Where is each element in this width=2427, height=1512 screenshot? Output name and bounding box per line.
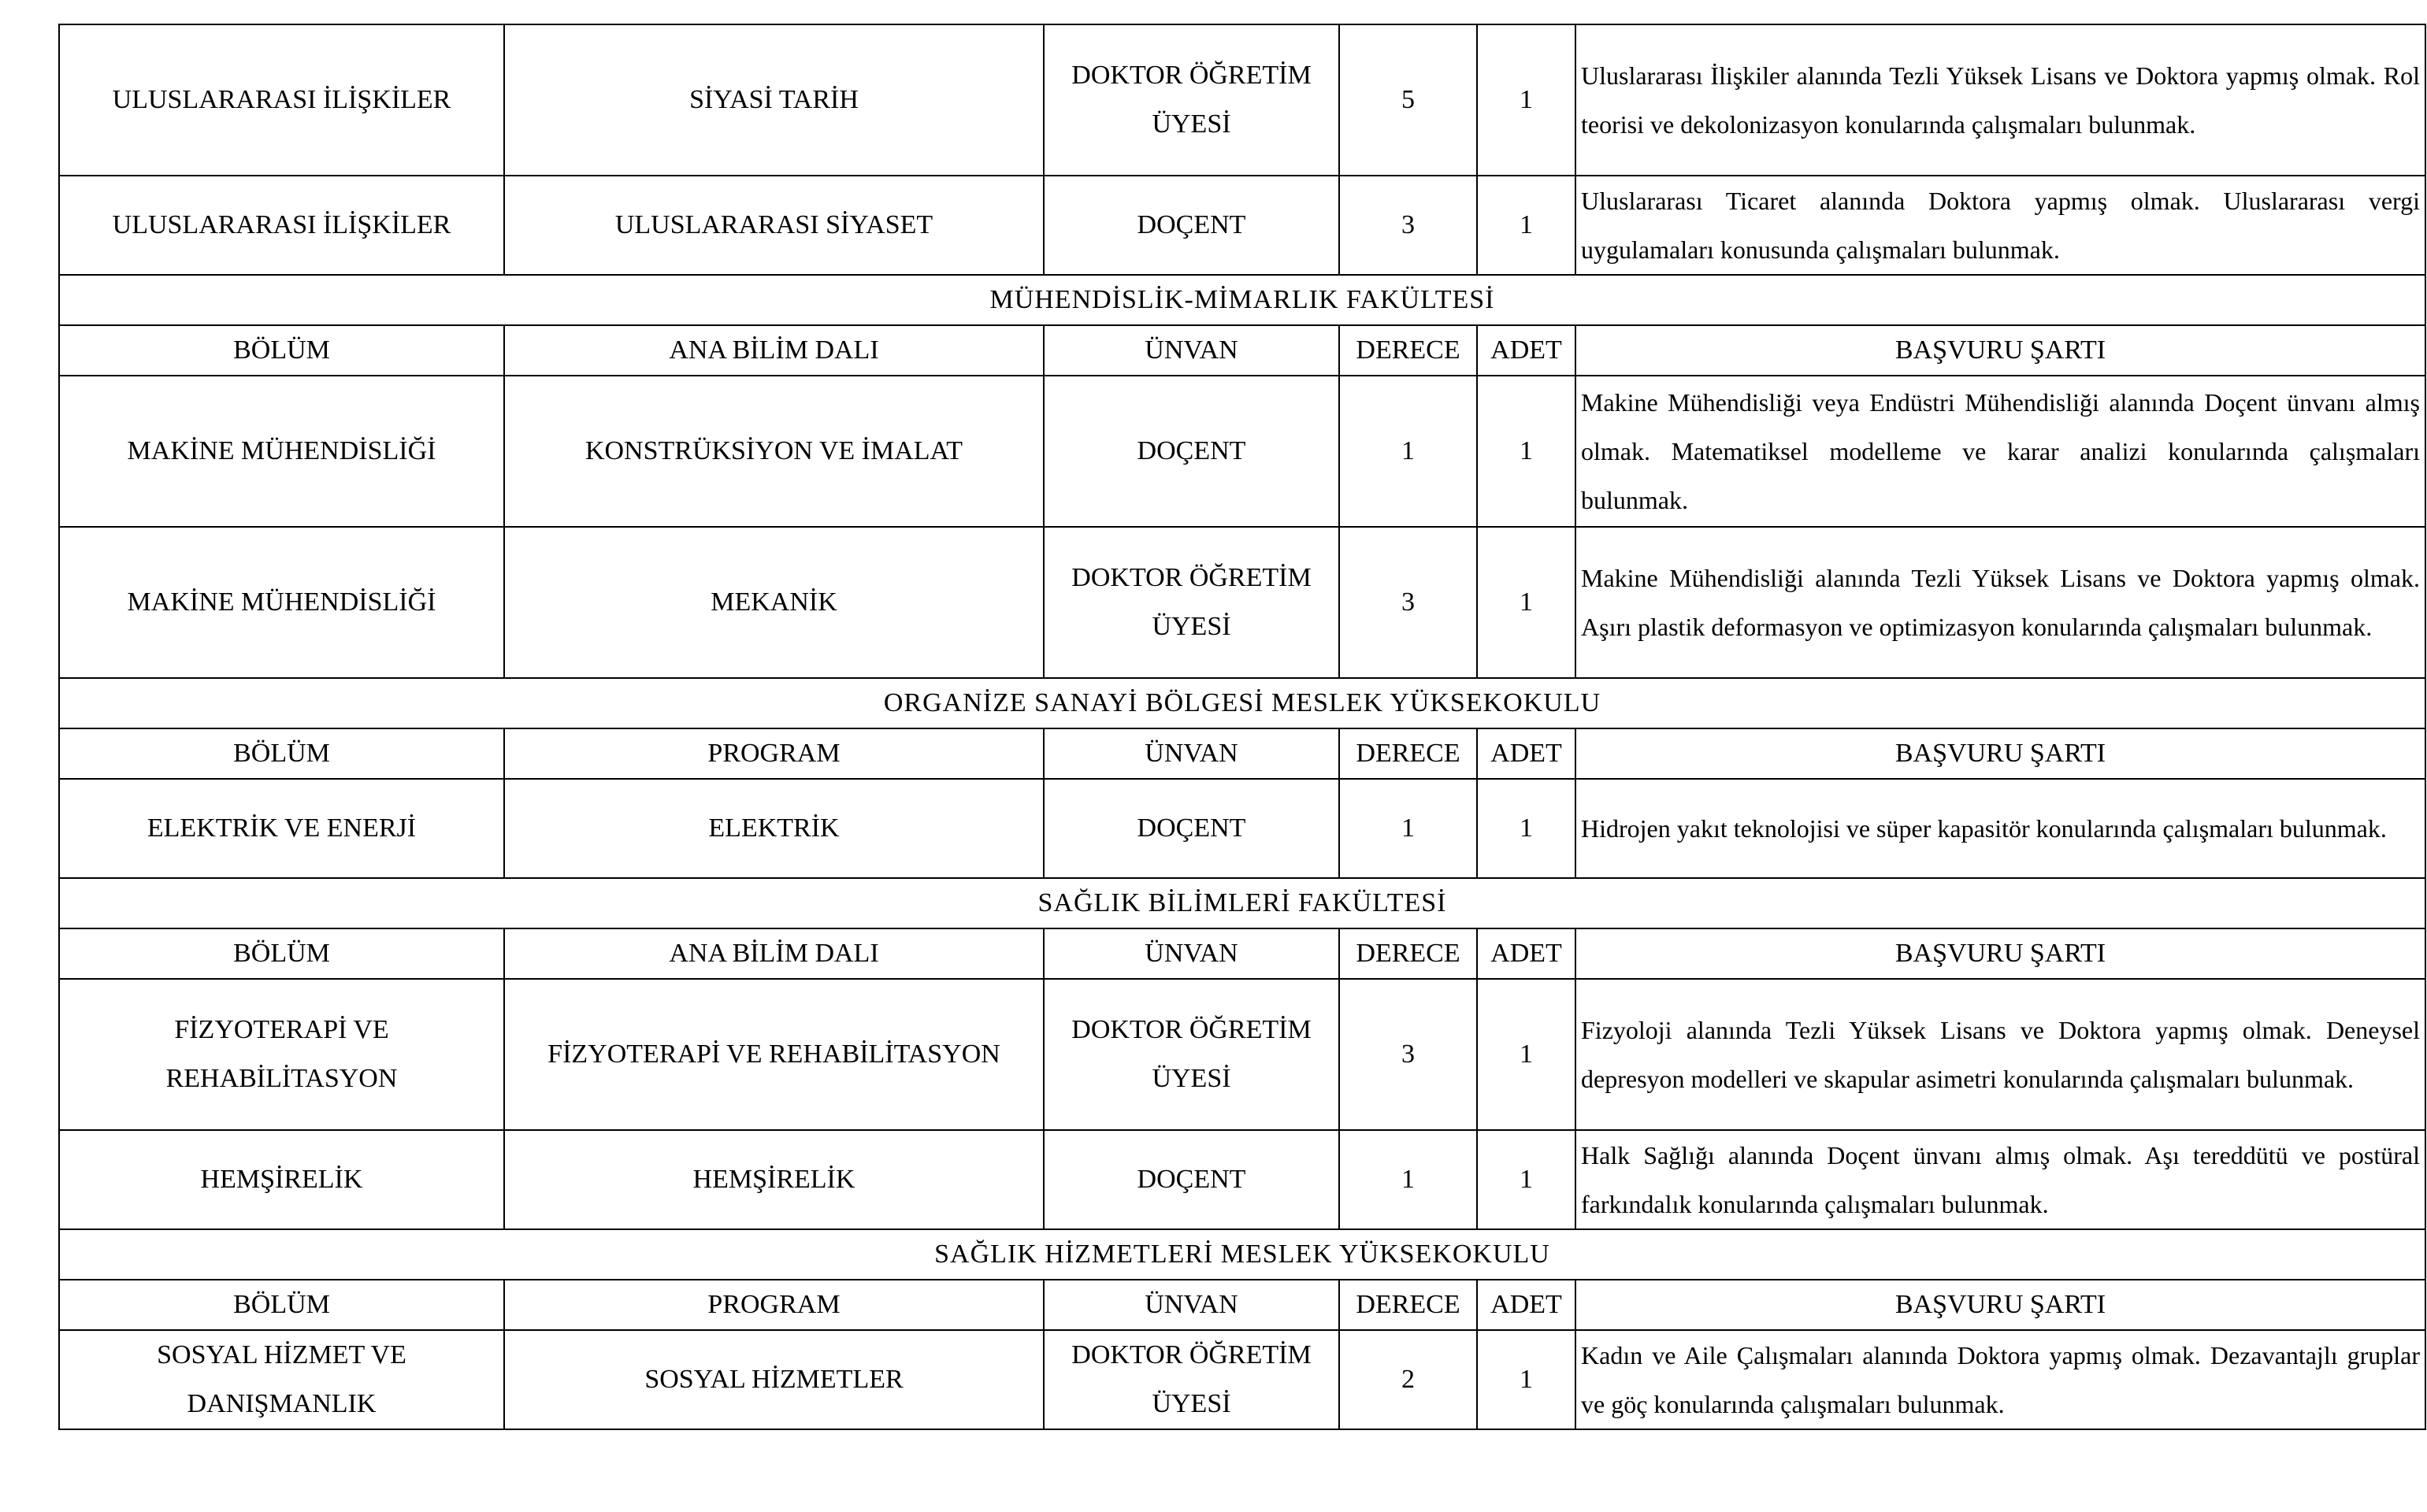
positions-table xyxy=(58,24,2426,1430)
col-header-derece: DERECE xyxy=(1339,1280,1477,1330)
cell-bolum: ULUSLARARASI İLİŞKİLER xyxy=(59,176,504,275)
column-header-row xyxy=(59,928,2425,979)
table-row xyxy=(59,176,2425,275)
cell-dal: SİYASİ TARİH xyxy=(504,24,1044,176)
cell-adet: 1 xyxy=(1477,376,1575,527)
table-row xyxy=(59,1330,2425,1429)
cell-unvan: DOÇENT xyxy=(1044,1130,1339,1229)
cell-derece: 1 xyxy=(1339,376,1477,527)
col-header-derece: DERECE xyxy=(1339,325,1477,376)
cell-adet: 1 xyxy=(1477,24,1575,176)
col-header-adet: ADET xyxy=(1477,1280,1575,1330)
col-header-sart: BAŞVURU ŞARTI xyxy=(1575,1280,2425,1330)
cell-derece: 3 xyxy=(1339,979,1477,1130)
section-title: SAĞLIK BİLİMLERİ FAKÜLTESİ xyxy=(59,878,2425,928)
col-header-program: PROGRAM xyxy=(504,1280,1044,1330)
section-title: ORGANİZE SANAYİ BÖLGESİ MESLEK YÜKSEKOKULU xyxy=(59,678,2425,728)
section-header-row xyxy=(59,1229,2425,1280)
cell-basvuru-sarti: Fizyoloji alanında Tezli Yüksek Lisans ve Doktora yapmış olmak. Deneysel depresyon modelleri ve skapular asimetri konularında çalışmaları bulunmak. xyxy=(1575,979,2425,1130)
cell-derece: 3 xyxy=(1339,527,1477,678)
cell-bolum: ULUSLARARASI İLİŞKİLER xyxy=(59,24,504,176)
col-header-bolum: BÖLÜM xyxy=(59,1280,504,1330)
table-row xyxy=(59,24,2425,176)
cell-bolum: FİZYOTERAPİ VE REHABİLİTASYON xyxy=(59,979,504,1130)
cell-derece: 3 xyxy=(1339,176,1477,275)
cell-adet: 1 xyxy=(1477,1330,1575,1429)
section-header-row xyxy=(59,275,2425,325)
cell-bolum: ELEKTRİK VE ENERJİ xyxy=(59,779,504,878)
cell-adet: 1 xyxy=(1477,176,1575,275)
cell-basvuru-sarti: Makine Mühendisliği veya Endüstri Mühendisliği alanında Doçent ünvanı almış olmak. Matematiksel modelleme ve karar analizi konularında çalışmaları bulunmak. xyxy=(1575,376,2425,527)
column-header-row xyxy=(59,1280,2425,1330)
cell-bolum: SOSYAL HİZMET VE DANIŞMANLIK xyxy=(59,1330,504,1429)
cell-unvan: DOKTOR ÖĞRETİM ÜYESİ xyxy=(1044,527,1339,678)
col-header-sart: BAŞVURU ŞARTI xyxy=(1575,928,2425,979)
cell-bolum: HEMŞİRELİK xyxy=(59,1130,504,1229)
section-title: MÜHENDİSLİK-MİMARLIK FAKÜLTESİ xyxy=(59,275,2425,325)
cell-adet: 1 xyxy=(1477,1130,1575,1229)
section-header-row xyxy=(59,678,2425,728)
col-header-bolum: BÖLÜM xyxy=(59,325,504,376)
cell-unvan: DOKTOR ÖĞRETİM ÜYESİ xyxy=(1044,979,1339,1130)
col-header-adet: ADET xyxy=(1477,728,1575,779)
col-header-bolum: BÖLÜM xyxy=(59,928,504,979)
cell-derece: 1 xyxy=(1339,1130,1477,1229)
table-row xyxy=(59,779,2425,878)
cell-derece: 1 xyxy=(1339,779,1477,878)
col-header-derece: DERECE xyxy=(1339,728,1477,779)
cell-bolum: MAKİNE MÜHENDİSLİĞİ xyxy=(59,527,504,678)
col-header-unvan: ÜNVAN xyxy=(1044,928,1339,979)
cell-bolum: MAKİNE MÜHENDİSLİĞİ xyxy=(59,376,504,527)
cell-adet: 1 xyxy=(1477,779,1575,878)
cell-basvuru-sarti: Uluslararası Ticaret alanında Doktora yapmış olmak. Uluslararası vergi uygulamaları konusunda çalışmaları bulunmak. xyxy=(1575,176,2425,275)
table-row xyxy=(59,527,2425,678)
cell-unvan: DOÇENT xyxy=(1044,376,1339,527)
table-row xyxy=(59,979,2425,1130)
cell-basvuru-sarti: Hidrojen yakıt teknolojisi ve süper kapasitör konularında çalışmaları bulunmak. xyxy=(1575,779,2425,878)
cell-program: SOSYAL HİZMETLER xyxy=(504,1330,1044,1429)
cell-basvuru-sarti: Halk Sağlığı alanında Doçent ünvanı almış olmak. Aşı tereddütü ve postüral farkındalık konularında çalışmaları bulunmak. xyxy=(1575,1130,2425,1229)
cell-program: ELEKTRİK xyxy=(504,779,1044,878)
cell-unvan: DOKTOR ÖĞRETİM ÜYESİ xyxy=(1044,24,1339,176)
cell-dal: FİZYOTERAPİ VE REHABİLİTASYON xyxy=(504,979,1044,1130)
col-header-adet: ADET xyxy=(1477,325,1575,376)
col-header-dal: ANA BİLİM DALI xyxy=(504,928,1044,979)
cell-basvuru-sarti: Kadın ve Aile Çalışmaları alanında Doktora yapmış olmak. Dezavantajlı gruplar ve göç konularında çalışmaları bulunmak. xyxy=(1575,1330,2425,1429)
section-title: SAĞLIK HİZMETLERİ MESLEK YÜKSEKOKULU xyxy=(59,1229,2425,1280)
cell-dal: KONSTRÜKSİYON VE İMALAT xyxy=(504,376,1044,527)
col-header-sart: BAŞVURU ŞARTI xyxy=(1575,728,2425,779)
cell-adet: 1 xyxy=(1477,979,1575,1130)
col-header-program: PROGRAM xyxy=(504,728,1044,779)
col-header-derece: DERECE xyxy=(1339,928,1477,979)
cell-unvan: DOÇENT xyxy=(1044,779,1339,878)
cell-derece: 2 xyxy=(1339,1330,1477,1429)
cell-unvan: DOKTOR ÖĞRETİM ÜYESİ xyxy=(1044,1330,1339,1429)
cell-adet: 1 xyxy=(1477,527,1575,678)
col-header-adet: ADET xyxy=(1477,928,1575,979)
column-header-row xyxy=(59,325,2425,376)
cell-dal: HEMŞİRELİK xyxy=(504,1130,1044,1229)
table-row xyxy=(59,1130,2425,1229)
col-header-bolum: BÖLÜM xyxy=(59,728,504,779)
cell-dal: MEKANİK xyxy=(504,527,1044,678)
section-header-row xyxy=(59,878,2425,928)
col-header-unvan: ÜNVAN xyxy=(1044,1280,1339,1330)
column-header-row xyxy=(59,728,2425,779)
cell-derece: 5 xyxy=(1339,24,1477,176)
cell-basvuru-sarti: Uluslararası İlişkiler alanında Tezli Yüksek Lisans ve Doktora yapmış olmak. Rol teorisi ve dekolonizasyon konularında çalışmaları bulunmak. xyxy=(1575,24,2425,176)
col-header-unvan: ÜNVAN xyxy=(1044,325,1339,376)
cell-dal: ULUSLARARASI SİYASET xyxy=(504,176,1044,275)
table-row xyxy=(59,376,2425,527)
cell-basvuru-sarti: Makine Mühendisliği alanında Tezli Yüksek Lisans ve Doktora yapmış olmak. Aşırı plastik deformasyon ve optimizasyon konularında çalışmaları bulunmak. xyxy=(1575,527,2425,678)
col-header-unvan: ÜNVAN xyxy=(1044,728,1339,779)
col-header-sart: BAŞVURU ŞARTI xyxy=(1575,325,2425,376)
col-header-dal: ANA BİLİM DALI xyxy=(504,325,1044,376)
cell-unvan: DOÇENT xyxy=(1044,176,1339,275)
